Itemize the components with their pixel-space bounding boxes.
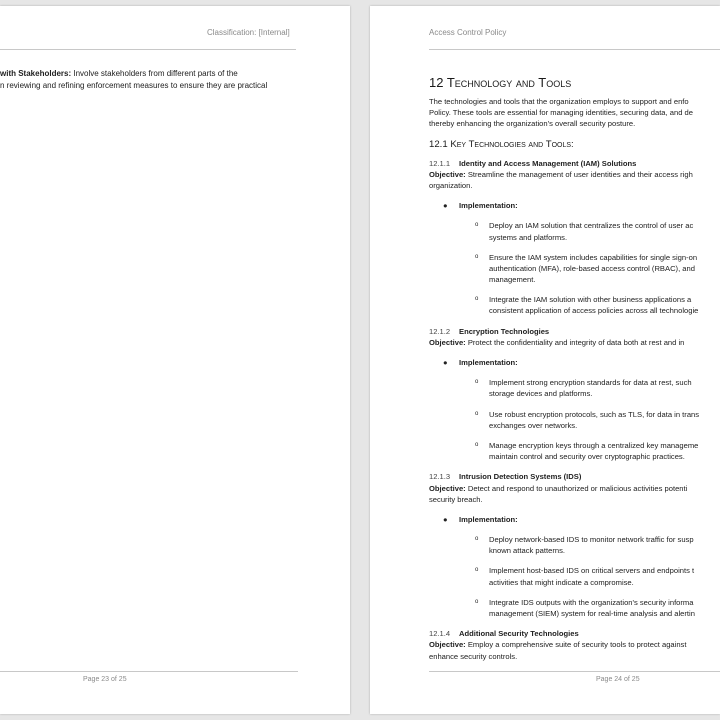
implementation-subitem <box>429 534 720 556</box>
implementation-subitem <box>429 409 720 431</box>
objective-text: organization. <box>429 180 473 190</box>
objective-label: Objective: <box>429 169 466 179</box>
implementation-bullet <box>429 514 720 525</box>
subitem-line: maintain control and security over cryptographic practices. <box>489 452 685 462</box>
subitem-line: management (SIEM) system for real-time analysis and alertin <box>489 609 695 618</box>
subitem-line: consistent application of access policies across all technologie <box>489 306 699 316</box>
intro-line: The technologies and tools that the organization employs to support and enfo <box>429 97 689 106</box>
left-page-body <box>0 68 340 92</box>
objective-line <box>429 180 720 191</box>
objective-line <box>429 494 720 505</box>
objective-text: Detect and respond to unauthorized or malicious activities potenti <box>465 483 688 493</box>
subitem-line: Deploy an IAM solution that centralizes the control of user ac <box>489 221 694 231</box>
objective-label: Objective: <box>429 483 466 493</box>
implementation-subitem <box>429 294 720 316</box>
item-number: 12.1.4 <box>429 629 451 639</box>
subitem-line: authentication (MFA), role-based access control (RBAC), and <box>489 263 695 273</box>
intro-line: Policy. These tools are essential for managing identities, securing data, and de <box>429 108 693 118</box>
subitem-line: Manage encryption keys through a centralized key manageme <box>489 440 699 450</box>
footer-rule <box>0 671 298 672</box>
implementation-bullet <box>429 200 720 211</box>
right-page-content <box>429 74 720 662</box>
body-bold-text: with Stakeholders: <box>0 69 72 78</box>
objective-text: Protect the confidentiality and integrity of data both at rest and in <box>465 337 685 347</box>
subitem-line: known attack patterns. <box>489 546 565 556</box>
footer-rule <box>429 671 720 672</box>
objective-line <box>429 651 720 662</box>
page-header-classification: Classification: [Internal] <box>207 28 290 37</box>
implementation-label: Implementation: <box>459 358 518 367</box>
subitem-line: Use robust encryption protocols, such as TLS, for data in trans <box>489 409 700 419</box>
sub-bullet-icon: o <box>475 296 479 303</box>
objective-text: security breach. <box>429 494 483 504</box>
subitem-line: Integrate the IAM solution with other business applications a <box>489 295 692 305</box>
subitem-line: management. <box>489 275 536 285</box>
implementation-subitem <box>429 377 720 399</box>
objective-line <box>429 169 720 180</box>
item-number: 12.1.1 <box>429 158 451 168</box>
bullet-icon: ● <box>443 514 448 524</box>
intro-line: thereby enhancing the organization's overall security posture. <box>429 119 636 129</box>
item-heading <box>429 471 720 482</box>
subsection-heading: 12.1 Key Technologies and Tools: <box>429 138 574 150</box>
header-rule <box>429 49 720 50</box>
sub-bullet-icon: o <box>475 598 479 605</box>
implementation-bullet <box>429 357 720 368</box>
sub-bullet-icon: o <box>475 410 479 417</box>
page-header-title: Access Control Policy <box>429 28 507 37</box>
objective-text: Streamline the management of user identities and their access righ <box>465 169 693 179</box>
subitem-line: activities that might indicate a compromise. <box>489 577 634 587</box>
section-heading: 12 Technology and Tools <box>429 75 572 90</box>
page-number-footer: Page 23 of 25 <box>83 676 127 683</box>
sub-bullet-icon: o <box>475 536 479 543</box>
body-text: Involve stakeholders from different parts of the <box>71 69 238 78</box>
objective-text: Employ a comprehensive suite of security tools to protect against <box>465 640 687 650</box>
sub-bullet-icon: o <box>475 222 479 229</box>
item-title: Encryption Technologies <box>459 326 550 336</box>
subitem-line: Integrate IDS outputs with the organization's security informa <box>489 597 694 607</box>
item-heading <box>429 158 720 169</box>
implementation-label: Implementation: <box>459 201 518 211</box>
implementation-subitem <box>429 597 720 619</box>
implementation-subitem <box>429 565 720 587</box>
subitem-line: exchanges over networks. <box>489 420 578 430</box>
item-number: 12.1.2 <box>429 326 451 336</box>
item-title: Intrusion Detection Systems (IDS) <box>459 472 582 482</box>
subitem-line: Ensure the IAM system includes capabilities for single sign-on <box>489 252 698 262</box>
body-line <box>0 80 340 92</box>
subitem-line: systems and platforms. <box>489 232 568 242</box>
item-number: 12.1.3 <box>429 472 451 482</box>
bullet-icon: ● <box>443 201 448 211</box>
bullet-icon: ● <box>443 358 448 367</box>
technology-items <box>429 158 720 662</box>
sub-bullet-icon: o <box>475 441 479 448</box>
document-page-left <box>0 6 350 714</box>
objective-text: enhance security controls. <box>429 651 518 661</box>
objective-line <box>429 483 720 494</box>
page-number-footer: Page 24 of 25 <box>596 676 640 683</box>
objective-line <box>429 639 720 650</box>
document-page-right <box>370 6 720 714</box>
header-rule <box>0 49 296 50</box>
item-title: Identity and Access Management (IAM) Solutions <box>459 158 637 168</box>
body-line <box>0 68 340 80</box>
body-text: n reviewing and refining enforcement measures to ensure they are practical <box>0 81 268 90</box>
subitem-line: storage devices and platforms. <box>489 389 593 399</box>
sub-bullet-icon: o <box>475 567 479 574</box>
implementation-label: Implementation: <box>459 514 518 524</box>
item-heading <box>429 628 720 639</box>
subitem-line: Implement host-based IDS on critical servers and endpoints t <box>489 566 695 576</box>
objective-label: Objective: <box>429 640 466 650</box>
item-heading <box>429 326 720 337</box>
implementation-subitem <box>429 252 720 286</box>
implementation-subitem <box>429 440 720 462</box>
objective-line <box>429 337 720 348</box>
subitem-line: Deploy network-based IDS to monitor network traffic for susp <box>489 535 694 545</box>
objective-label: Objective: <box>429 337 466 347</box>
implementation-subitem <box>429 220 720 242</box>
subitem-line: Implement strong encryption standards for data at rest, such <box>489 378 692 388</box>
sub-bullet-icon: o <box>475 253 479 260</box>
sub-bullet-icon: o <box>475 379 479 386</box>
item-title: Additional Security Technologies <box>459 629 579 639</box>
